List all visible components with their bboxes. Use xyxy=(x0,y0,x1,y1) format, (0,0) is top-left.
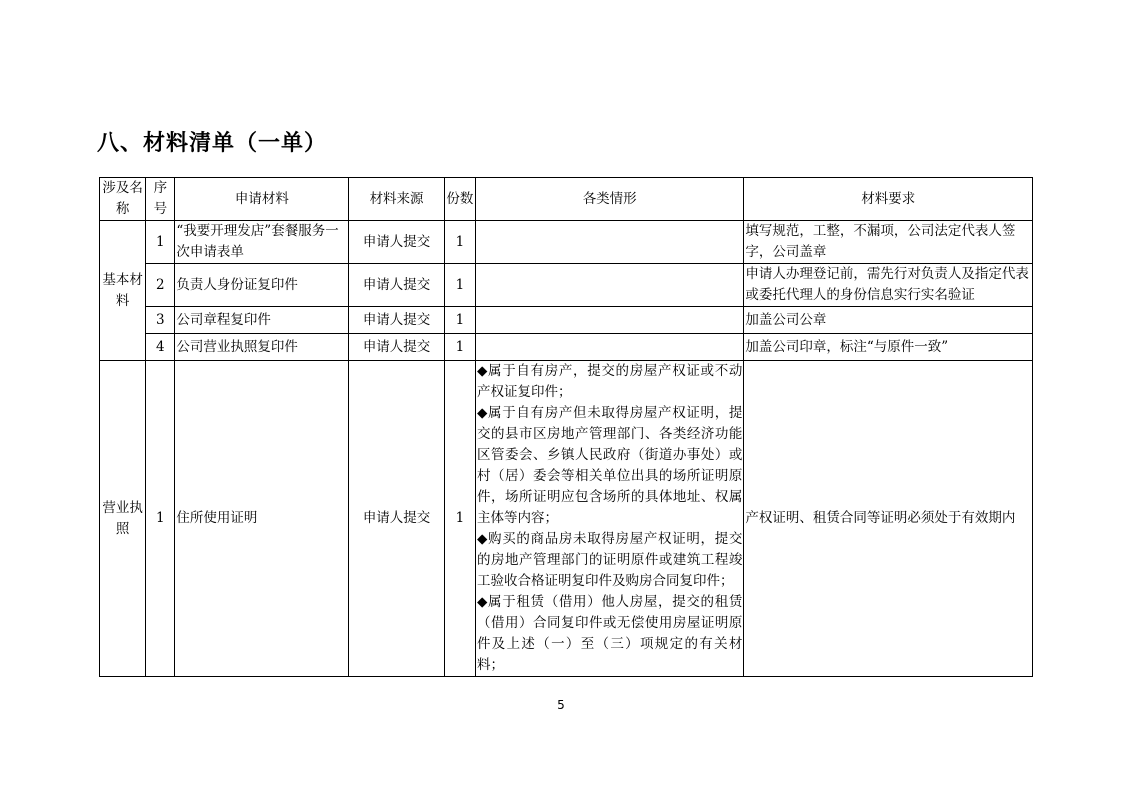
table-row xyxy=(100,221,1033,264)
category-cell: 基本材料 xyxy=(100,221,146,361)
row-number: 3 xyxy=(146,307,175,334)
table-row xyxy=(100,264,1033,307)
header-material: 申请材料 xyxy=(175,178,349,221)
situation-item: ◆属于租赁（借用）他人房屋，提交的租赁（借用）合同复印件或无偿使用房屋证明原件及上述（一）至（三）项规定的有关材料； xyxy=(476,594,743,673)
material-name: “我要开理发店”套餐服务一次申请表单 xyxy=(175,221,349,264)
material-count: 1 xyxy=(444,334,475,361)
material-count: 1 xyxy=(444,361,475,677)
material-source: 申请人提交 xyxy=(349,361,445,677)
material-source: 申请人提交 xyxy=(349,221,445,264)
header-requirement: 材料要求 xyxy=(744,178,1033,221)
section-title: 八、材料清单（一单） xyxy=(97,131,328,156)
material-source: 申请人提交 xyxy=(349,264,445,307)
material-source: 申请人提交 xyxy=(349,334,445,361)
row-number: 2 xyxy=(146,264,175,307)
material-requirement: 填写规范，工整，不漏项，公司法定代表人签字，公司盖章 xyxy=(744,221,1033,264)
material-name: 公司营业执照复印件 xyxy=(175,334,349,361)
category-cell: 营业执照 xyxy=(100,361,146,677)
materials-table xyxy=(99,177,1033,677)
header-count: 份数 xyxy=(444,178,475,221)
row-number: 1 xyxy=(146,361,175,677)
material-situation xyxy=(475,307,743,334)
material-count: 1 xyxy=(444,264,475,307)
situation-list xyxy=(477,361,742,676)
material-situation xyxy=(475,334,743,361)
material-requirement: 加盖公司印章，标注“与原件一致” xyxy=(744,334,1033,361)
material-source: 申请人提交 xyxy=(349,307,445,334)
material-situation xyxy=(475,361,743,677)
situation-item: ◆属于自有房产，提交的房屋产权证或不动产权证复印件； xyxy=(476,363,743,400)
row-number: 1 xyxy=(146,221,175,264)
header-no: 序号 xyxy=(146,178,175,221)
table-row xyxy=(100,307,1033,334)
material-name: 住所使用证明 xyxy=(175,361,349,677)
material-count: 1 xyxy=(444,307,475,334)
header-source: 材料来源 xyxy=(349,178,445,221)
table-header-row xyxy=(100,178,1033,221)
header-category: 涉及名称 xyxy=(100,178,146,221)
material-requirement: 产权证明、租赁合同等证明必须处于有效期内 xyxy=(744,361,1033,677)
row-number: 4 xyxy=(146,334,175,361)
table-row xyxy=(100,361,1033,677)
material-situation xyxy=(475,264,743,307)
situation-item: ◆属于自有房产但未取得房屋产权证明，提交的县市区房地产管理部门、各类经济功能区管委会、乡镇人民政府（街道办事处）或村（居）委会等相关单位出具的场所证明原件，场所证明应包含场所的具体地址、权属主体等内容； xyxy=(476,405,743,526)
material-count: 1 xyxy=(444,221,475,264)
material-requirement: 加盖公司公章 xyxy=(744,307,1033,334)
material-name: 负责人身份证复印件 xyxy=(175,264,349,307)
material-name: 公司章程复印件 xyxy=(175,307,349,334)
header-situation: 各类情形 xyxy=(475,178,743,221)
page-number: 5 xyxy=(557,698,565,712)
situation-item: ◆购买的商品房未取得房屋产权证明，提交的房地产管理部门的证明原件或建筑工程竣工验收合格证明复印件及购房合同复印件； xyxy=(476,531,743,589)
material-situation xyxy=(475,221,743,264)
table-row xyxy=(100,334,1033,361)
material-requirement: 申请人办理登记前，需先行对负责人及指定代表或委托代理人的身份信息实行实名验证 xyxy=(744,264,1033,307)
